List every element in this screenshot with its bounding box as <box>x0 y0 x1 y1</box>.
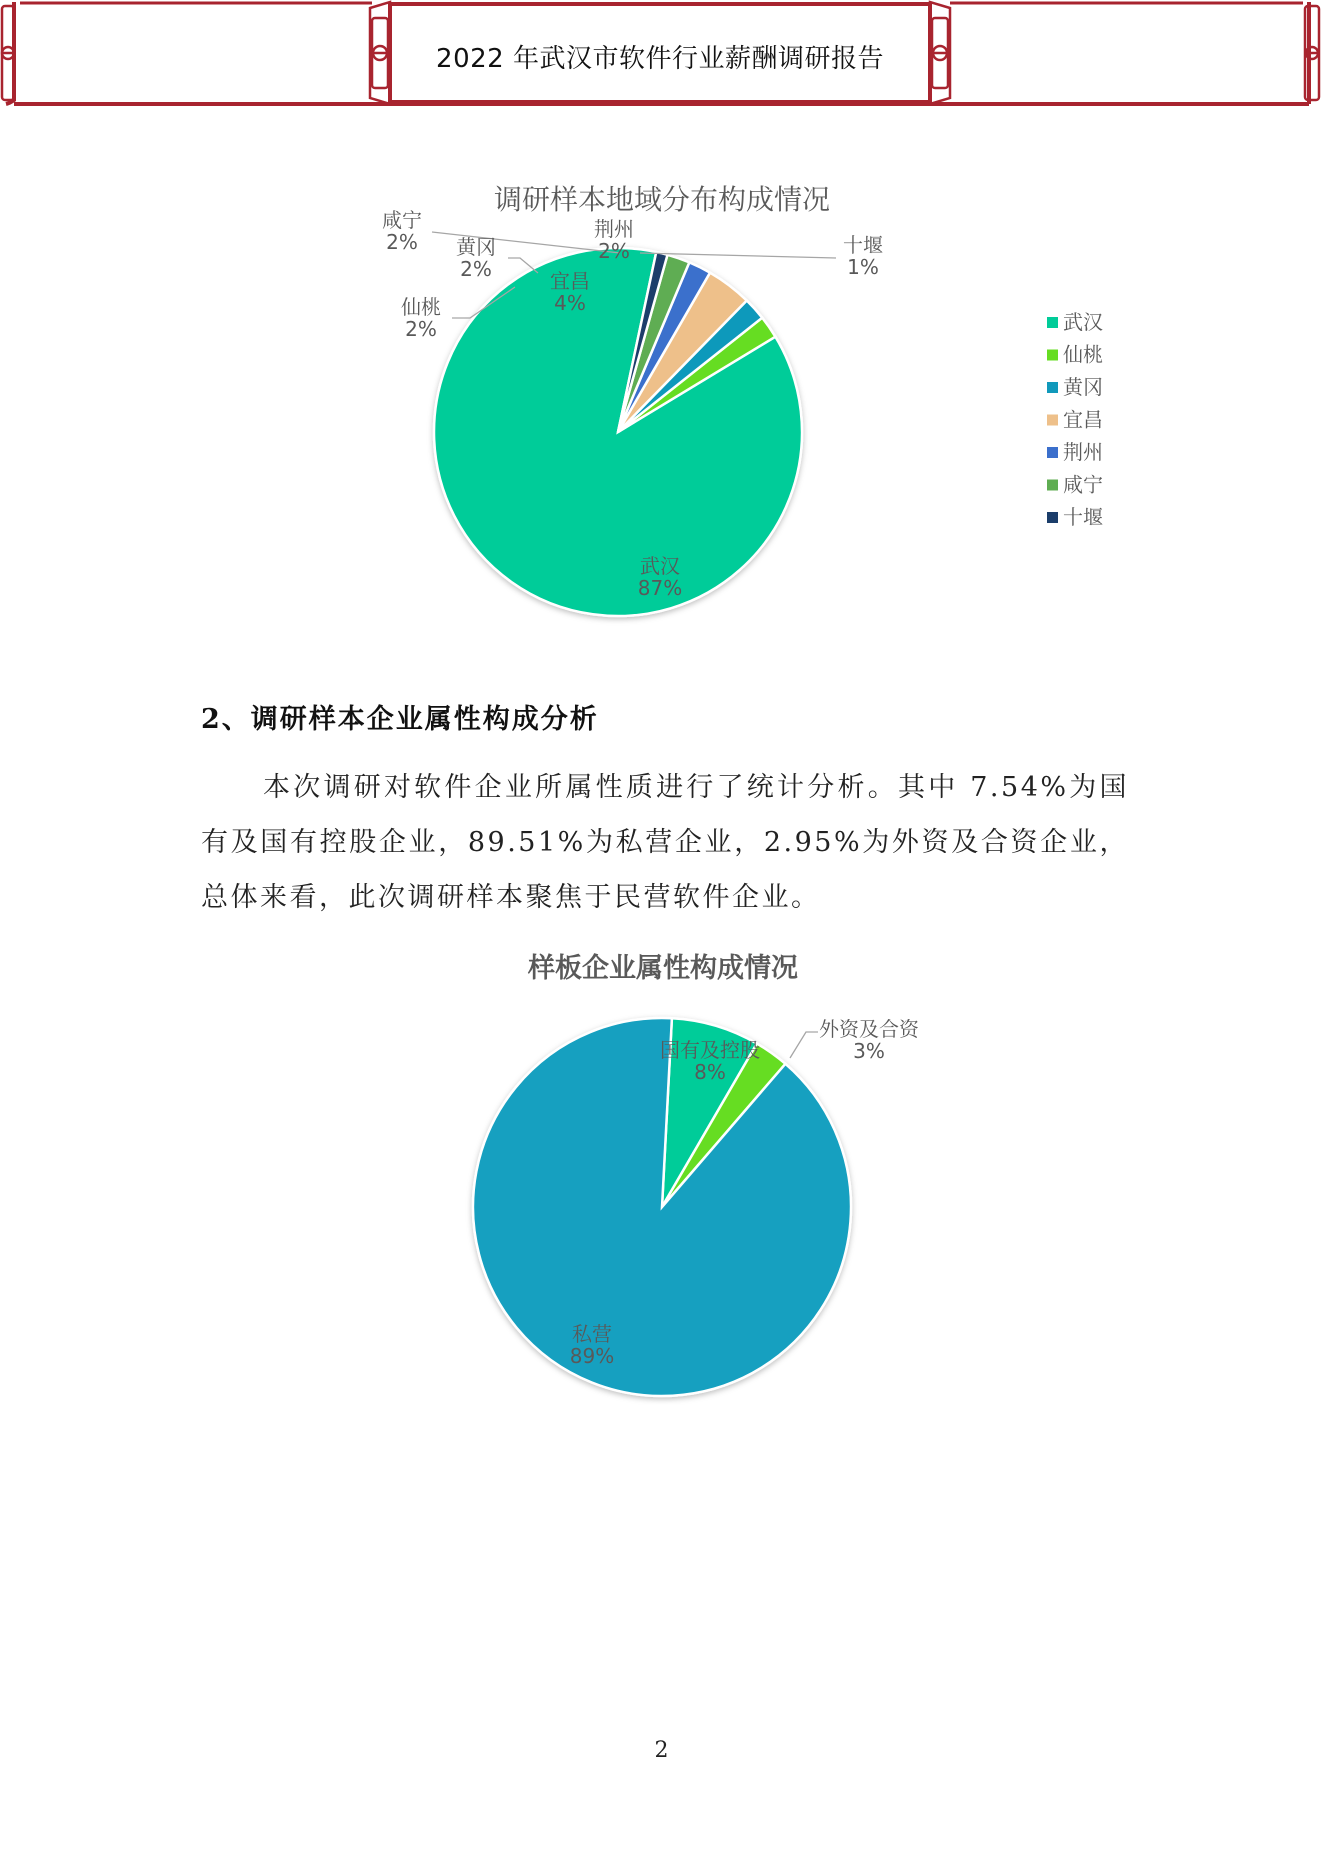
chart1-legend-swatch-2 <box>1047 382 1058 393</box>
chart1-label-xiantao-percent: 2% <box>405 317 437 341</box>
chart1-legend-label-1: 仙桃 <box>1063 342 1103 367</box>
center-right-ornament <box>930 2 950 104</box>
pie-slice-2 <box>473 1018 851 1396</box>
chart1-legend-swatch-5 <box>1047 480 1058 491</box>
chart1-slices <box>434 248 802 616</box>
chart1-label-shiyan-name: 十堰 <box>843 233 883 257</box>
chart1-label-yichang-name: 宜昌 <box>550 269 590 293</box>
ownership-composition-pie-chart <box>0 935 1323 1405</box>
chart2-label-private-percent: 89% <box>569 1344 615 1368</box>
chart1-legend-label-5: 咸宁 <box>1063 472 1103 497</box>
page-number: 2 <box>654 1738 669 1763</box>
chart1-label-xianning-percent: 2% <box>386 230 418 254</box>
chart1-legend-swatch-3 <box>1047 415 1058 426</box>
header-title: 2022 年武汉市软件行业薪酬调研报告 <box>436 44 884 74</box>
chart1-legend-swatch-4 <box>1047 447 1058 458</box>
chart2-leader-foreign <box>790 1032 818 1058</box>
region-distribution-pie-chart <box>0 160 1323 680</box>
chart1-legend-swatch-1 <box>1047 350 1058 361</box>
chart1-label-wuhan-percent: 87% <box>637 576 683 600</box>
chart1-legend <box>1047 310 1103 529</box>
chart1-legend-swatch-0 <box>1047 317 1058 328</box>
chart1-label-huanggang-name: 黄冈 <box>456 235 496 259</box>
chart1-label-yichang-percent: 4% <box>554 291 586 315</box>
chart1-label-wuhan-name: 武汉 <box>640 554 680 578</box>
chart2-label-state-percent: 8% <box>694 1060 726 1084</box>
chart1-label-jingzhou-percent: 2% <box>598 239 630 263</box>
center-left-ornament <box>370 2 390 104</box>
chart1-label-xianning-name: 咸宁 <box>382 208 422 232</box>
chart1-label-huanggang-percent: 2% <box>460 257 492 281</box>
section-heading: 2、调研样本企业属性构成分析 <box>201 704 599 735</box>
chart1-legend-label-4: 荆州 <box>1063 440 1103 464</box>
chart2-label-private-name: 私营 <box>572 1322 612 1346</box>
chart1-title: 调研样本地域分布构成情况 <box>493 183 831 216</box>
chart2-title: 样板企业属性构成情况 <box>528 953 798 984</box>
chart2-label-state-name: 国有及控股 <box>660 1038 760 1062</box>
chart1-legend-label-2: 黄冈 <box>1063 375 1103 399</box>
chart1-label-xiantao-name: 仙桃 <box>401 295 441 319</box>
chart2-slices <box>473 1018 851 1396</box>
section-paragraph: 本次调研对软件企业所属性质进行了统计分析。其中 7.54%为国有及国有控股企业，89.51%为私营企业，2.95%为外资及合资企业，总体来看，此次调研样本聚焦于民营软件企业。 <box>201 772 1129 913</box>
chart1-legend-swatch-6 <box>1047 512 1058 523</box>
chart2-label-foreign-name: 外资及合资 <box>819 1017 919 1041</box>
chart1-legend-label-6: 十堰 <box>1063 505 1103 529</box>
chart1-legend-label-3: 宜昌 <box>1063 407 1103 432</box>
chart2-leader-lines <box>790 1032 818 1058</box>
chart1-label-jingzhou-name: 荆州 <box>594 217 634 241</box>
chart1-legend-label-0: 武汉 <box>1063 310 1103 334</box>
chart1-label-shiyan-percent: 1% <box>847 255 879 279</box>
chart2-label-foreign-percent: 3% <box>853 1039 885 1063</box>
